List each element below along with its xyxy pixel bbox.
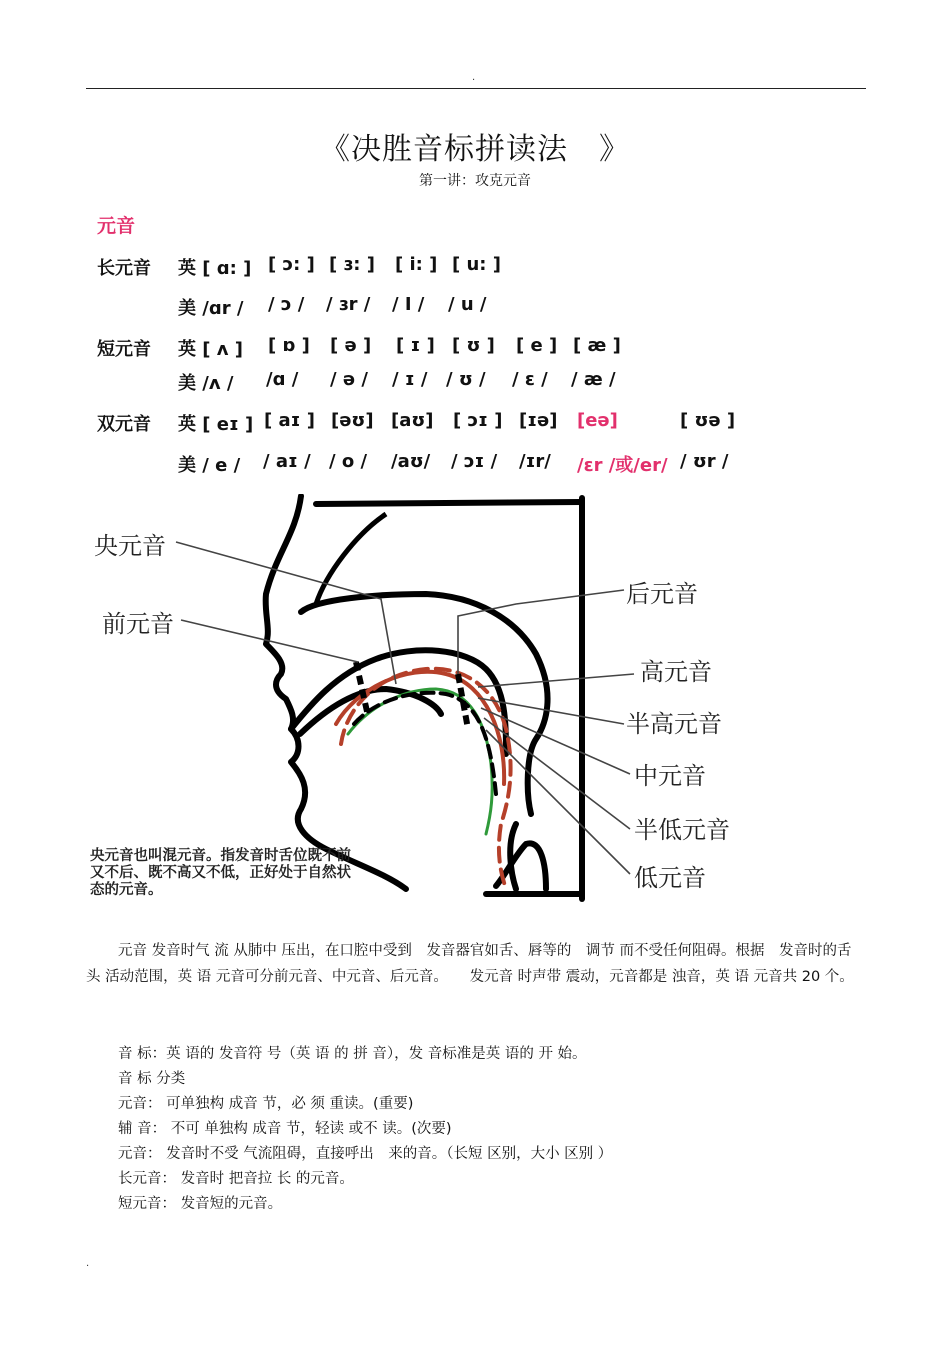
vowel-paragraph: 元音 发音时气 流 从肺中 压出，在口腔中受到 发音器官如舌、唇等的 调节 而不受任何阻碍。根据 发音时的舌头 活动范围，英 语 元音可分前元音、中元音、后元音。 发元音 时声带 震动，元音都是 浊音，英 语 元音共 20 个。: [86, 943, 854, 985]
short-us-5: / ɛ /: [512, 369, 548, 390]
diph-us-2: / o /: [329, 451, 368, 472]
label-half-low: 半低元音: [634, 816, 730, 844]
short-us-6: / æ /: [571, 369, 616, 390]
long-us-3: / I /: [392, 294, 425, 315]
diph-uk-4: [ ɔɪ ]: [453, 410, 503, 431]
diph-us-5: /ɪr/: [519, 451, 551, 472]
note-line: 元音： 发音时不受 气流阻碍，直接呼出 来的音。（长短 区别，大小 区别 ）: [118, 1146, 613, 1162]
long-us-2: / ɜr /: [326, 294, 371, 315]
short-uk-5: [ e ]: [516, 335, 558, 356]
short-us-3: / ɪ /: [392, 369, 428, 390]
short-uk-2: [ ə ]: [330, 335, 372, 356]
short-us-4: / ʊ /: [446, 369, 486, 390]
diph-uk-1: [ aɪ ]: [264, 410, 315, 431]
long-uk-0: 英 [ ɑ: ]: [178, 258, 252, 279]
row-label-short: 短元音: [97, 339, 151, 360]
vowel-tongue-diagram: [86, 494, 866, 904]
row-label-long: 长元音: [97, 258, 151, 279]
diph-us-3: /aʊ/: [391, 451, 431, 472]
long-uk-2: [ ɜ: ]: [329, 254, 375, 275]
label-central: 央元音: [94, 532, 166, 560]
short-us-1: /ɑ /: [266, 369, 299, 390]
section-heading: 元音: [97, 215, 136, 237]
long-uk-3: [ i: ]: [395, 254, 438, 275]
label-back: 后元音: [626, 580, 698, 608]
diagram-note-line-1: 央元音也叫混元音。指发音时舌位既不前: [90, 848, 351, 864]
long-us-1: / ɔ /: [268, 294, 305, 315]
note-line: 音 标：英 语的 发音符 号（英 语 的 拼 音），发 音标准是英 语的 开 始。: [118, 1046, 587, 1062]
short-us-0: 美 /ʌ /: [178, 373, 234, 394]
label-low: 低元音: [634, 864, 706, 892]
note-line: 元音： 可单独构 成音 节，必 须 重读。(重要): [118, 1096, 414, 1112]
diph-uk-6: [eə]: [577, 410, 618, 431]
note-line: 音 标 分类: [118, 1071, 186, 1087]
short-uk-0: 英 [ ʌ ]: [178, 339, 243, 360]
short-uk-1: [ ɒ ]: [268, 335, 310, 356]
short-us-2: / ə /: [330, 369, 368, 390]
diagram-note-line-2: 又不后、既不高又不低，正好处于自然状: [90, 865, 351, 881]
head-outline: [266, 496, 582, 899]
page-title: 《决胜音标拼读法 》: [320, 132, 630, 167]
long-uk-4: [ u: ]: [452, 254, 501, 275]
page-subtitle: 第一讲：攻克元音: [419, 173, 531, 189]
label-front: 前元音: [102, 610, 174, 638]
label-high: 高元音: [640, 658, 712, 686]
diph-uk-7: [ ʊə ]: [680, 410, 736, 431]
long-us-0: 美 /ɑr /: [178, 298, 244, 319]
header-rule: [86, 88, 866, 89]
diph-us-4: / ɔɪ /: [451, 451, 498, 472]
short-uk-6: [ æ ]: [573, 335, 621, 356]
short-uk-3: [ ɪ ]: [396, 335, 435, 356]
header-dot: .: [472, 72, 476, 83]
diph-us-0: 美 / e /: [178, 455, 241, 476]
note-line: 辅 音： 不可 单独构 成音 节，轻读 或不 读。(次要): [118, 1121, 452, 1137]
footer-dot: .: [86, 1258, 90, 1269]
row-label-diphthong: 双元音: [97, 414, 151, 435]
label-half-high: 半高元音: [626, 710, 722, 738]
label-mid: 中元音: [634, 762, 706, 790]
note-line: 长元音： 发音时 把音拉 长 的元音。: [118, 1171, 354, 1187]
diph-uk-5: [ɪə]: [519, 410, 558, 431]
diph-us-1: / aɪ /: [263, 451, 311, 472]
note-line: 短元音： 发音短的元音。: [118, 1196, 283, 1212]
diagram-note-line-3: 态的元音。: [90, 882, 163, 898]
short-uk-4: [ ʊ ]: [452, 335, 495, 356]
long-us-4: / u /: [448, 294, 487, 315]
long-uk-1: [ ɔ: ]: [268, 254, 315, 275]
diph-us-6: /ɛr /或/er/: [577, 455, 668, 476]
diph-uk-3: [aʊ]: [391, 410, 434, 431]
diph-uk-0: 英 [ eɪ ]: [178, 414, 254, 435]
diph-uk-2: [əʊ]: [331, 410, 374, 431]
diph-us-7: / ʊr /: [680, 451, 729, 472]
